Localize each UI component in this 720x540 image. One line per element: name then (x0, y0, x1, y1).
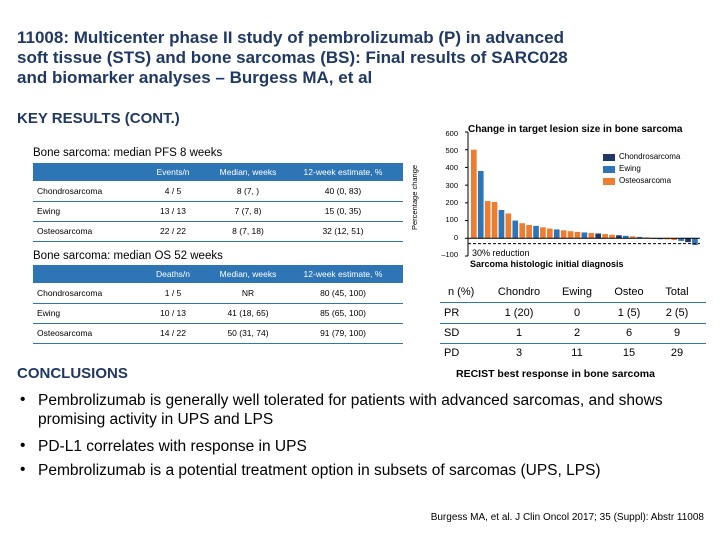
cell-estimate: 15 (0, 35) (324, 206, 362, 216)
chart-title: Change in target lesion size in bone sarcoma (468, 124, 683, 135)
recist-header: Osteo (614, 286, 644, 298)
waterfall-bar (540, 227, 546, 238)
cell-estimate: 32 (12, 51) (322, 226, 364, 236)
cell-estimate: 80 (45, 100) (320, 288, 366, 298)
cell-median: 8 (7, 18) (232, 226, 264, 236)
legend-swatch (603, 178, 615, 185)
cell-median: 50 (31, 74) (227, 328, 269, 338)
citation: Burgess MA, et al. J Clin Oncol 2017; 35 (Suppl): Abstr 11008 (430, 512, 704, 523)
row-label: Ewing (37, 308, 61, 318)
waterfall-bar (526, 225, 532, 238)
os-header-median: Median, weeks (219, 269, 277, 279)
waterfall-bar (499, 210, 505, 238)
row-label: Osteosarcoma (37, 328, 93, 338)
waterfall-chart (464, 128, 704, 260)
section-heading: KEY RESULTS (CONT.) (17, 110, 180, 127)
legend-label: Osteosarcoma (619, 176, 672, 185)
ytick-label: 200 (445, 198, 458, 207)
recist-row-label: PD (444, 347, 460, 359)
pfs-table-title: Bone sarcoma: median PFS 8 weeks (33, 147, 223, 159)
recist-cell: 1 (5) (617, 307, 641, 319)
pfs-header-events: Events/n (156, 167, 190, 177)
conclusion-item: Pembrolizumab is generally well tolerated for patients with advanced sarcomas, and shows promising activity in UPS and LPS (38, 392, 663, 428)
ytick-label: 300 (445, 181, 458, 190)
chart-legend (603, 151, 680, 187)
recist-divider (440, 302, 706, 303)
recist-divider (440, 343, 706, 344)
recist-title: RECIST best response in bone sarcoma (456, 368, 655, 380)
os-table-header (33, 265, 403, 283)
waterfall-bar (588, 233, 594, 238)
row-label: Ewing (37, 206, 61, 216)
table-row (33, 202, 403, 221)
cell-events: 13 / 13 (160, 206, 186, 216)
waterfall-bar (685, 238, 691, 242)
recist-cell: 0 (573, 307, 581, 319)
chart-ylabel: Percentage change (410, 164, 419, 230)
cell-events: 4 / 5 (164, 186, 182, 196)
waterfall-bar (554, 229, 560, 238)
waterfall-bar (582, 232, 588, 238)
recist-cell: 29 (670, 347, 684, 359)
table-row (33, 284, 403, 303)
page-title: 11008: Multicenter phase II study of pembrolizumab (P) in advanced soft tissue (STS) and bone sarcomas (BS): Final results of SARC028 and biomarker analyses – Burgess MA, et al (17, 28, 568, 87)
recist-cell: 9 (673, 327, 681, 339)
cell-median: 41 (18, 65) (227, 308, 269, 318)
waterfall-bar (512, 221, 518, 239)
legend-item (603, 151, 680, 163)
recist-cell: 6 (625, 327, 633, 339)
ytick-label: 500 (445, 146, 458, 155)
cell-estimate: 91 (79, 100) (320, 328, 366, 338)
legend-item (603, 175, 680, 187)
waterfall-bar (478, 171, 484, 238)
recist-header: n (%) (448, 286, 475, 298)
bullet-icon: • (20, 391, 26, 408)
conclusion-item: Pembrolizumab is a potential treatment option in subsets of sarcomas (UPS, LPS) (38, 462, 601, 479)
waterfall-bar (485, 201, 491, 238)
cell-median: NR (241, 288, 255, 298)
conclusion-item: PD-L1 correlates with response in UPS (38, 438, 307, 455)
recist-cell: 2 (573, 327, 581, 339)
waterfall-bar (533, 226, 539, 238)
ytick-label: 600 (445, 129, 458, 138)
row-label: Chondrosarcoma (37, 186, 103, 196)
cell-estimate: 85 (65, 100) (320, 308, 366, 318)
recist-header: Chondro (497, 286, 541, 298)
chart-xlabel: Sarcoma histologic initial diagnosis (470, 259, 624, 269)
waterfall-bar (595, 234, 601, 239)
legend-item (603, 163, 680, 175)
recist-cell: 3 (515, 347, 523, 359)
table-row (33, 182, 403, 201)
pfs-header-estimate: 12-week estimate, % (303, 167, 383, 177)
pfs-header-median: Median, weeks (219, 167, 277, 177)
conclusions-heading: CONCLUSIONS (17, 365, 128, 382)
waterfall-bar (506, 213, 512, 238)
row-label: Osteosarcoma (37, 226, 93, 236)
cell-median: 8 (7, ) (236, 186, 260, 196)
os-table-title: Bone sarcoma: median OS 52 weeks (33, 250, 223, 262)
row-divider (33, 343, 403, 344)
legend-swatch (603, 166, 615, 173)
waterfall-bar (519, 223, 525, 238)
recist-row-label: SD (444, 327, 460, 339)
bullet-icon: • (20, 437, 26, 454)
recist-table (440, 285, 706, 365)
waterfall-bar (602, 234, 608, 238)
ytick-label: 400 (445, 163, 458, 172)
cell-estimate: 40 (0, 83) (324, 186, 362, 196)
ytick-label: –100 (441, 250, 458, 259)
os-header-estimate: 12-week estimate, % (303, 269, 383, 279)
cell-median: 7 (7, 8) (234, 206, 262, 216)
cell-deaths: 10 / 13 (160, 308, 186, 318)
legend-label: Ewing (619, 164, 641, 173)
ytick-label: 100 (445, 215, 458, 224)
cell-deaths: 1 / 5 (164, 288, 182, 298)
os-header-deaths: Deaths/n (155, 269, 191, 279)
table-row (33, 222, 403, 241)
waterfall-bar (547, 229, 553, 239)
bullet-icon: • (20, 461, 26, 478)
pfs-table-header (33, 163, 403, 181)
legend-swatch (603, 154, 615, 161)
waterfall-bar (609, 235, 615, 239)
ytick-label: 0 (453, 233, 458, 242)
recist-cell: 1 (20) (504, 307, 534, 319)
recist-header: Ewing (562, 286, 592, 298)
recist-cell: 11 (571, 347, 583, 359)
waterfall-bar (575, 232, 581, 238)
waterfall-bar (561, 230, 567, 238)
row-divider (33, 241, 403, 242)
recist-divider (440, 323, 706, 324)
legend-label: Chondrosarcoma (619, 152, 681, 161)
waterfall-bar (492, 202, 498, 238)
recist-header: Total (665, 286, 689, 298)
chart-annotation: 30% reduction (472, 248, 530, 258)
recist-row-label: PR (444, 307, 460, 319)
recist-cell: 1 (515, 327, 523, 339)
waterfall-bar (568, 231, 574, 238)
recist-cell: 15 (622, 347, 636, 359)
row-label: Chondrosarcoma (37, 288, 103, 298)
waterfall-bar (471, 150, 477, 239)
cell-deaths: 14 / 22 (160, 328, 186, 338)
recist-cell: 2 (5) (665, 307, 689, 319)
table-row (33, 304, 403, 323)
cell-events: 22 / 22 (160, 226, 186, 236)
table-row (33, 324, 403, 343)
